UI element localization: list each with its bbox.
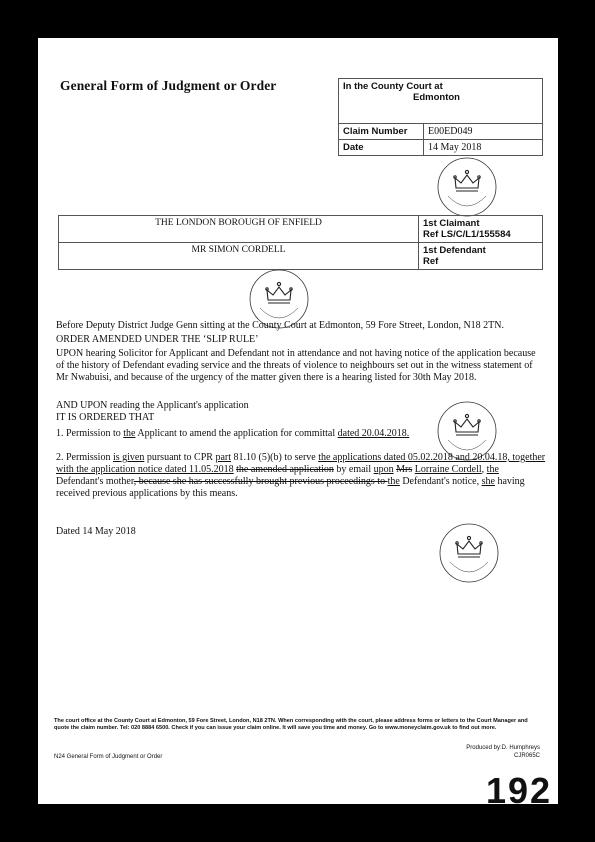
- text-span: 2. Permission: [56, 452, 113, 463]
- text-span: having received previous applications by this means.: [56, 476, 525, 499]
- defendant-name: MR SIMON CORDELL: [59, 243, 419, 270]
- paragraph-1: [56, 428, 436, 440]
- claimant-role-title: 1st Claimant: [423, 218, 480, 229]
- claimant-role: [419, 216, 543, 243]
- handwritten-page-number: 192: [486, 770, 553, 811]
- footer-right: [466, 744, 540, 760]
- party-row: [59, 216, 543, 243]
- upon-hearing-paragraph: UPON hearing Solicitor for Applicant and Defendant not in attendance and not having notice of the application because of the history of Defendant evading service and the threats of violence to neighbours set out in the witness statement of Mr Nwabuisi, and because of the urgency of the matter given there is a hearing listed for 30th May 2018.: [56, 348, 536, 383]
- party-row: [59, 243, 543, 270]
- dated-line: Dated 14 May 2018: [56, 526, 136, 537]
- amended-heading: ORDER AMENDED UNDER THE ‘SLIP RULE’: [56, 334, 259, 345]
- defendant-role-title: 1st Defendant: [423, 245, 486, 256]
- defendant-ref: Ref: [423, 256, 439, 267]
- text-span: the: [123, 428, 136, 439]
- form-code: N24 General Form of Judgment or Order: [54, 754, 163, 760]
- text-span: dated 20.04.2018.: [337, 428, 410, 439]
- court-seal-1: [436, 156, 498, 218]
- court-name-cell: [339, 79, 543, 124]
- court-name-line1: In the County Court at: [343, 81, 443, 92]
- text-span: the: [387, 476, 400, 487]
- date-label: Date: [339, 140, 424, 156]
- claimant-name: THE LONDON BOROUGH OF ENFIELD: [59, 216, 419, 243]
- court-seal-4: [438, 522, 500, 584]
- text-span: 1. Permission to: [56, 428, 124, 439]
- struck-text: the amended application: [236, 464, 334, 475]
- text-span: the applications dated 05.02.2018 and 20.04.18, together with the application notice dated 11.05.2018: [56, 452, 546, 475]
- crown-seal-icon: [436, 156, 498, 218]
- text-span: 81.10 (5)(b) to serve: [231, 452, 319, 463]
- claim-number-value: E00ED049: [424, 124, 543, 140]
- footer-note: The court office at the County Court at Edmonton, 59 Fore Street, London, N18 2TN. When corresponding with the court, please address forms or letters to the Court Manager and quote the claim number. Tel: 020 8884 6500. Check if you can issue your claim online. It will save you time and money. Go to www.moneyclaim.gov.uk to find out more.: [54, 718, 528, 732]
- court-name-line2: Edmonton: [413, 92, 460, 103]
- before-judge: Before Deputy District Judge Genn sitting at the County Court at Edmonton, 59 Fore Street, London, N18 2TN.: [56, 320, 504, 331]
- produced-by: Produced by:D. Humphreys: [466, 745, 540, 751]
- text-span: Applicant to amend the application for committal: [135, 428, 338, 439]
- upon-reading: AND UPON reading the Applicant's application: [56, 400, 249, 411]
- crown-seal-icon: [438, 522, 500, 584]
- court-info-table: [338, 78, 543, 156]
- form-title: General Form of Judgment or Order: [60, 78, 277, 93]
- text-span: upon: [373, 464, 394, 475]
- claim-number-label: Claim Number: [339, 124, 424, 140]
- text-span: is given: [112, 452, 145, 463]
- text-span: Defendant's notice,: [399, 476, 482, 487]
- struck-text: , because she has successfully brought previous proceedings to: [133, 476, 388, 487]
- parties-table: [58, 215, 543, 270]
- text-span: she: [481, 476, 495, 487]
- claimant-ref: Ref LS/C/L1/155584: [423, 229, 511, 240]
- form-ref: CJR065C: [513, 753, 540, 759]
- text-span: pursuant to CPR: [144, 452, 216, 463]
- ordered-heading: IT IS ORDERED THAT: [56, 412, 155, 423]
- paragraph-2: [56, 452, 546, 500]
- text-span: the: [486, 464, 499, 475]
- text-span: ,: [481, 464, 487, 475]
- defendant-role: [419, 243, 543, 270]
- text-span: part: [215, 452, 232, 463]
- text-span: Lorraine Cordell: [414, 464, 482, 475]
- struck-text: Mrs: [396, 464, 413, 475]
- text-span: Defendant's mother: [56, 476, 134, 487]
- text-span: by email: [333, 464, 374, 475]
- document-page: [38, 38, 558, 811]
- date-value: 14 May 2018: [424, 140, 543, 156]
